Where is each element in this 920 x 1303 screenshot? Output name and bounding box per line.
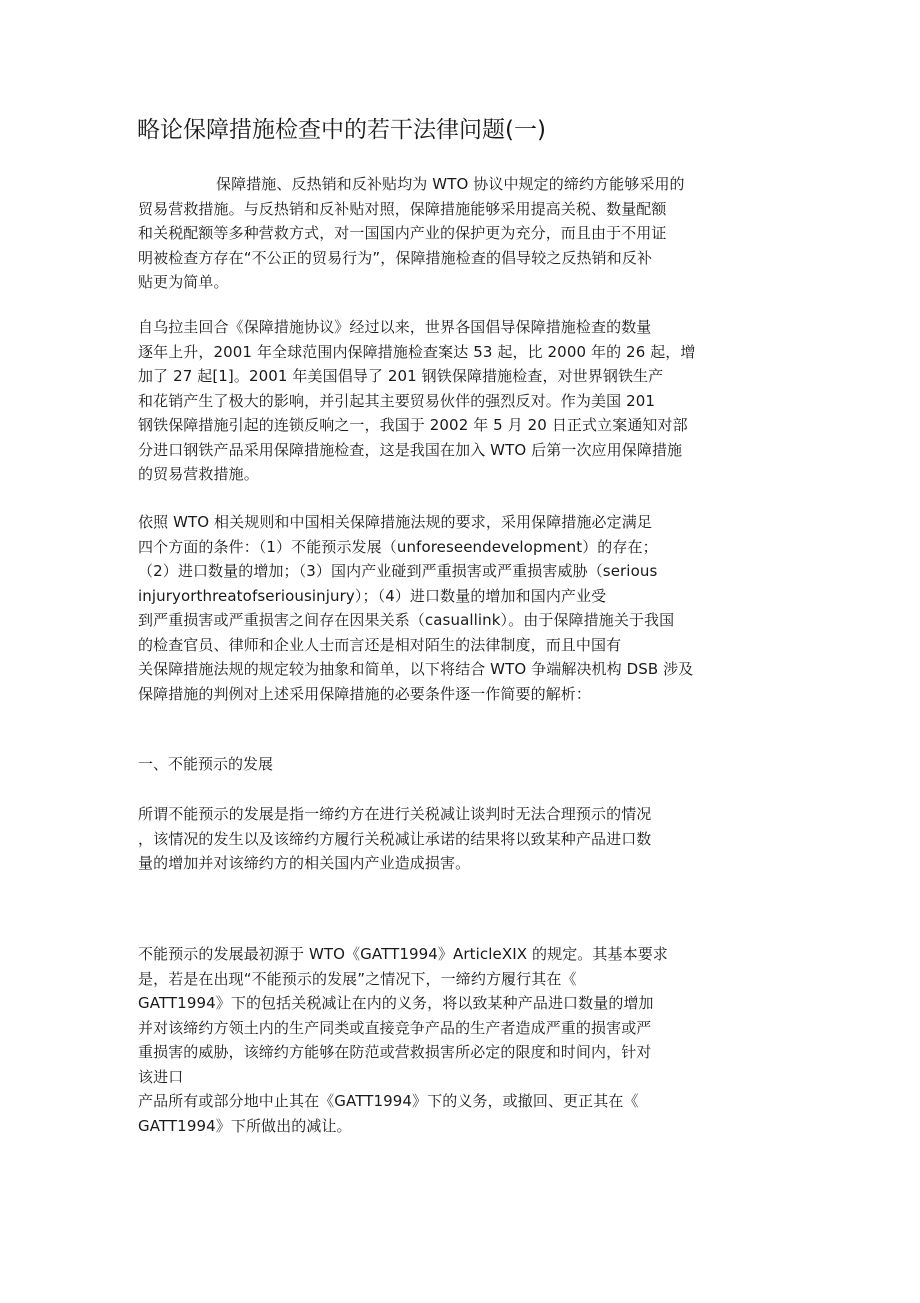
paragraph-5: [138, 942, 668, 1138]
paragraph-line: 的贸易营救措施。: [138, 465, 259, 483]
paragraph-line: 分进口钢铁产品采用保障措施检查，这是我国在加入 WTO 后第一次应用保障措施: [138, 440, 683, 459]
paragraph-line: 重损害的威胁，该缔约方能够在防范或营救损害所必定的限度和时间内，针对: [138, 1043, 652, 1061]
paragraph-line: 钢铁保障措施引起的连锁反响之一，我国于 2002 年 5 月 20 日正式立案通知对部: [138, 416, 688, 434]
paragraph-3: [138, 510, 693, 706]
paragraph-line: GATT1994》下的包括关税减让在内的义务，将以致某种产品进口数量的增加: [138, 994, 654, 1012]
paragraph-line: ，该情况的发生以及该缔约方履行关税减让承诺的结果将以致某种产品进口数: [138, 829, 652, 848]
paragraph-line: 关保障措施法规的规定较为抽象和简单，以下将结合 WTO 争端解决机构 DSB 涉及: [138, 660, 694, 678]
paragraph-line: 自乌拉圭回合《保障措施协议》经过以来，世界各国倡导保障措施检查的数量: [138, 318, 652, 336]
paragraph-line: 所谓不能预示的发展是指一缔约方在进行关税减让谈判时无法合理预示的情况: [138, 805, 652, 823]
paragraph-line: 保障措施的判例对上述采用保障措施的必要条件逐一作简要的解析：: [138, 684, 592, 703]
paragraph-line: 是，若是在出现“不能预示的发展”之情况下，一缔约方履行其在《: [138, 969, 577, 988]
paragraph-line: 依照 WTO 相关规则和中国相关保障措施法规的要求，采用保障措施必定满足: [138, 513, 652, 531]
paragraph-line: 和关税配额等多种营救方式，对一国国内产业的保护更为充分，而且由于不用证: [138, 224, 667, 242]
section-heading: 一、不能预示的发展: [138, 755, 274, 773]
paragraph-line: 贴更为简单。: [138, 273, 229, 291]
paragraph-line: 明被检查方存在“不公正的贸易行为”，保障措施检查的倡导较之反热销和反补: [138, 248, 653, 267]
paragraph-line: 量的增加并对该缔约方的相关国内产业造成损害。: [138, 854, 471, 872]
paragraph-line: 四个方面的条件：（1）不能预示发展（unforeseendevelopment）的存在；: [138, 537, 658, 556]
paragraph-line: GATT1994》下所做出的减让。: [138, 1116, 352, 1135]
paragraph-4: [138, 802, 651, 876]
paragraph-line: 保障措施、反热销和反补贴均为 WTO 协议中规定的缔约方能够采用的: [216, 175, 685, 193]
paragraph-line: injuryorthreatofseriousinjury）；（4）进口数量的增加和国内产业受: [138, 586, 607, 605]
paragraph-line: 不能预示的发展最初源于 WTO《GATT1994》ArticleXIX 的规定。其基本要求: [138, 945, 668, 963]
paragraph-line: 逐年上升，2001 年全球范围内保障措施检查案达 53 起，比 2000 年的 26 起，增: [138, 342, 696, 361]
paragraph-line: 产品所有或部分地中止其在《GATT1994》下的义务，或撤回、更正其在《: [138, 1092, 639, 1110]
paragraph-2: [138, 315, 696, 487]
paragraph-line: 加了 27 起[1]。2001 年美国倡导了 201 钢铁保障措施检查，对世界钢铁生产: [138, 367, 664, 385]
paragraph-line: 并对该缔约方领土内的生产同类或直接竞争产品的生产者造成严重的损害或严: [138, 1018, 652, 1037]
paragraph-line: （2）进口数量的增加；（3）国内产业碰到严重损害或严重损害威胁（serious: [138, 562, 658, 580]
paragraph-line: 的检查官员、律师和企业人士而言还是相对陌生的法律制度，而且中国有: [138, 635, 622, 654]
paragraph-line: 该进口: [138, 1067, 184, 1086]
paragraph-line: 到严重损害或严重损害之间存在因果关系（casuallink）。由于保障措施关于我国: [138, 611, 675, 629]
paragraph-line: 和花销产生了极大的影响，并引起其主要贸易伙伴的强烈反对。作为美国 201: [138, 391, 656, 410]
paragraph-line: 贸易营救措施。与反热销和反补贴对照，保障措施能够采用提高关税、数量配额: [138, 199, 667, 218]
paragraph-1: [138, 172, 685, 295]
document-title: 略论保障措施检查中的若干法律问题(一): [137, 117, 546, 143]
